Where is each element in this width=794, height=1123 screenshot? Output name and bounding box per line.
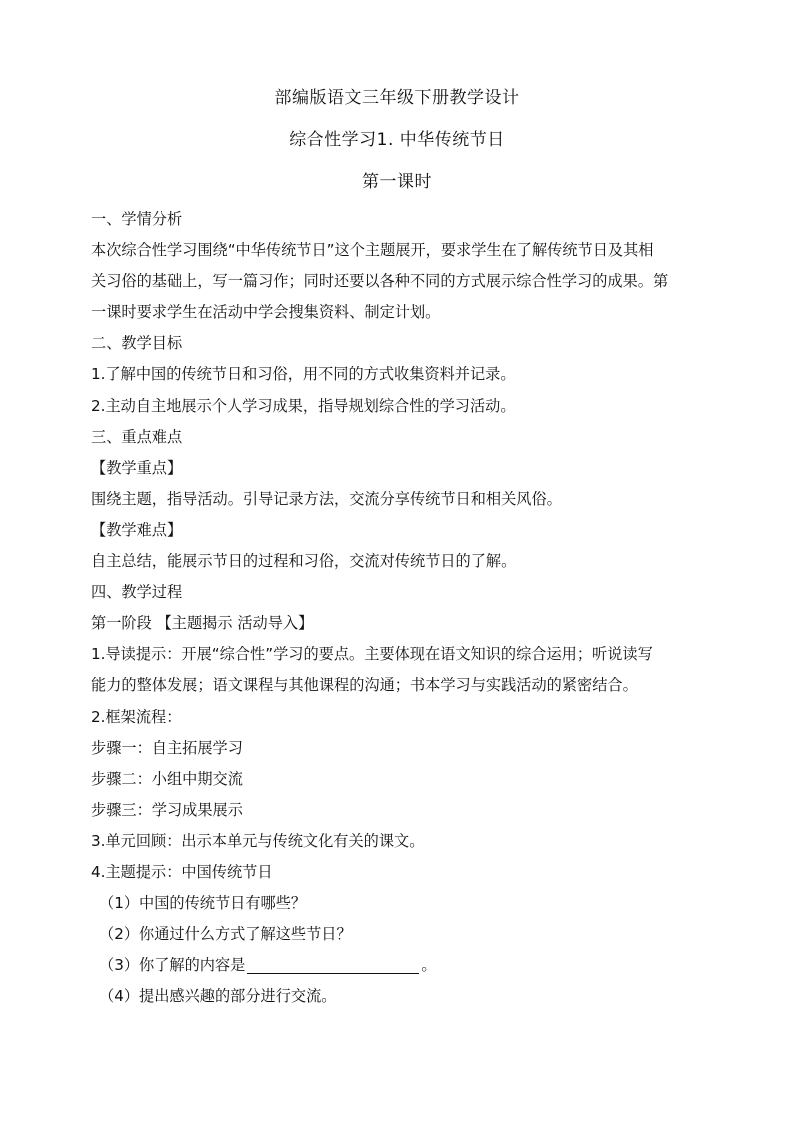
document-subtitle: 综合性学习1. 中华传统节日 <box>289 130 505 150</box>
answer-blank-line <box>247 955 419 974</box>
framework-heading: 2.框架流程： <box>91 707 182 726</box>
question-item: （4）提出感兴趣的部分进行交流。 <box>99 987 337 1006</box>
subheading-difficulty: 【教学难点】 <box>91 520 183 539</box>
document-title: 部编版语文三年级下册教学设计 <box>274 88 520 108</box>
question-suffix: 。 <box>421 956 437 975</box>
paragraph-line: 1.导读提示：开展“综合性”学习的要点。主要体现在语文知识的综合运用；听说读写 <box>91 645 653 664</box>
paragraph-line: 能力的整体发展；语文课程与其他课程的沟通；书本学习与实践活动的紧密结合。 <box>91 676 638 695</box>
paragraph-line: 自主总结，能展示节日的过程和习俗，交流对传统节日的了解。 <box>91 552 517 571</box>
section-heading-process: 四、教学过程 <box>91 583 183 602</box>
step-item: 步骤三：学习成果展示 <box>91 800 243 819</box>
document-body <box>91 204 711 1012</box>
objective-item: 2.主动自主地展示个人学习成果，指导规划综合性的学习活动。 <box>91 396 516 415</box>
paragraph-line: 围绕主题，指导活动。引导记录方法，交流分享传统节日和相关风俗。 <box>91 489 562 508</box>
step-item: 步骤一：自主拓展学习 <box>91 738 243 757</box>
question-item: （2）你通过什么方式了解这些节日？ <box>99 925 352 944</box>
paragraph-line: 一课时要求学生在活动中学会搜集资料、制定计划。 <box>91 303 441 322</box>
section-heading-key-points: 三、重点难点 <box>91 427 183 446</box>
stage-heading: 第一阶段 【主题揭示 活动导入】 <box>91 614 314 633</box>
lesson-heading: 第一课时 <box>362 172 432 192</box>
paragraph-line: 关习俗的基础上，写一篇习作；同时还要以各种不同的方式展示综合性学习的成果。第 <box>91 272 669 291</box>
section-heading-objectives: 二、教学目标 <box>91 334 183 353</box>
paragraph-line: 本次综合性学习围绕“中华传统节日”这个主题展开，要求学生在了解传统节日及其相 <box>91 241 654 260</box>
question-prefix: （3）你了解的内容是 <box>99 956 246 975</box>
topic-prompt: 4.主题提示：中国传统节日 <box>91 862 273 881</box>
review-item: 3.单元回顾：出示本单元与传统文化有关的课文。 <box>91 831 425 850</box>
question-item-fill-blank <box>91 950 711 981</box>
objective-item: 1.了解中国的传统节日和习俗，用不同的方式收集资料并记录。 <box>91 365 516 384</box>
step-item: 步骤二：小组中期交流 <box>91 769 243 788</box>
subheading-key-point: 【教学重点】 <box>91 458 183 477</box>
section-heading-analysis: 一、学情分析 <box>91 210 183 228</box>
question-item: （1）中国的传统节日有哪些？ <box>99 894 307 913</box>
